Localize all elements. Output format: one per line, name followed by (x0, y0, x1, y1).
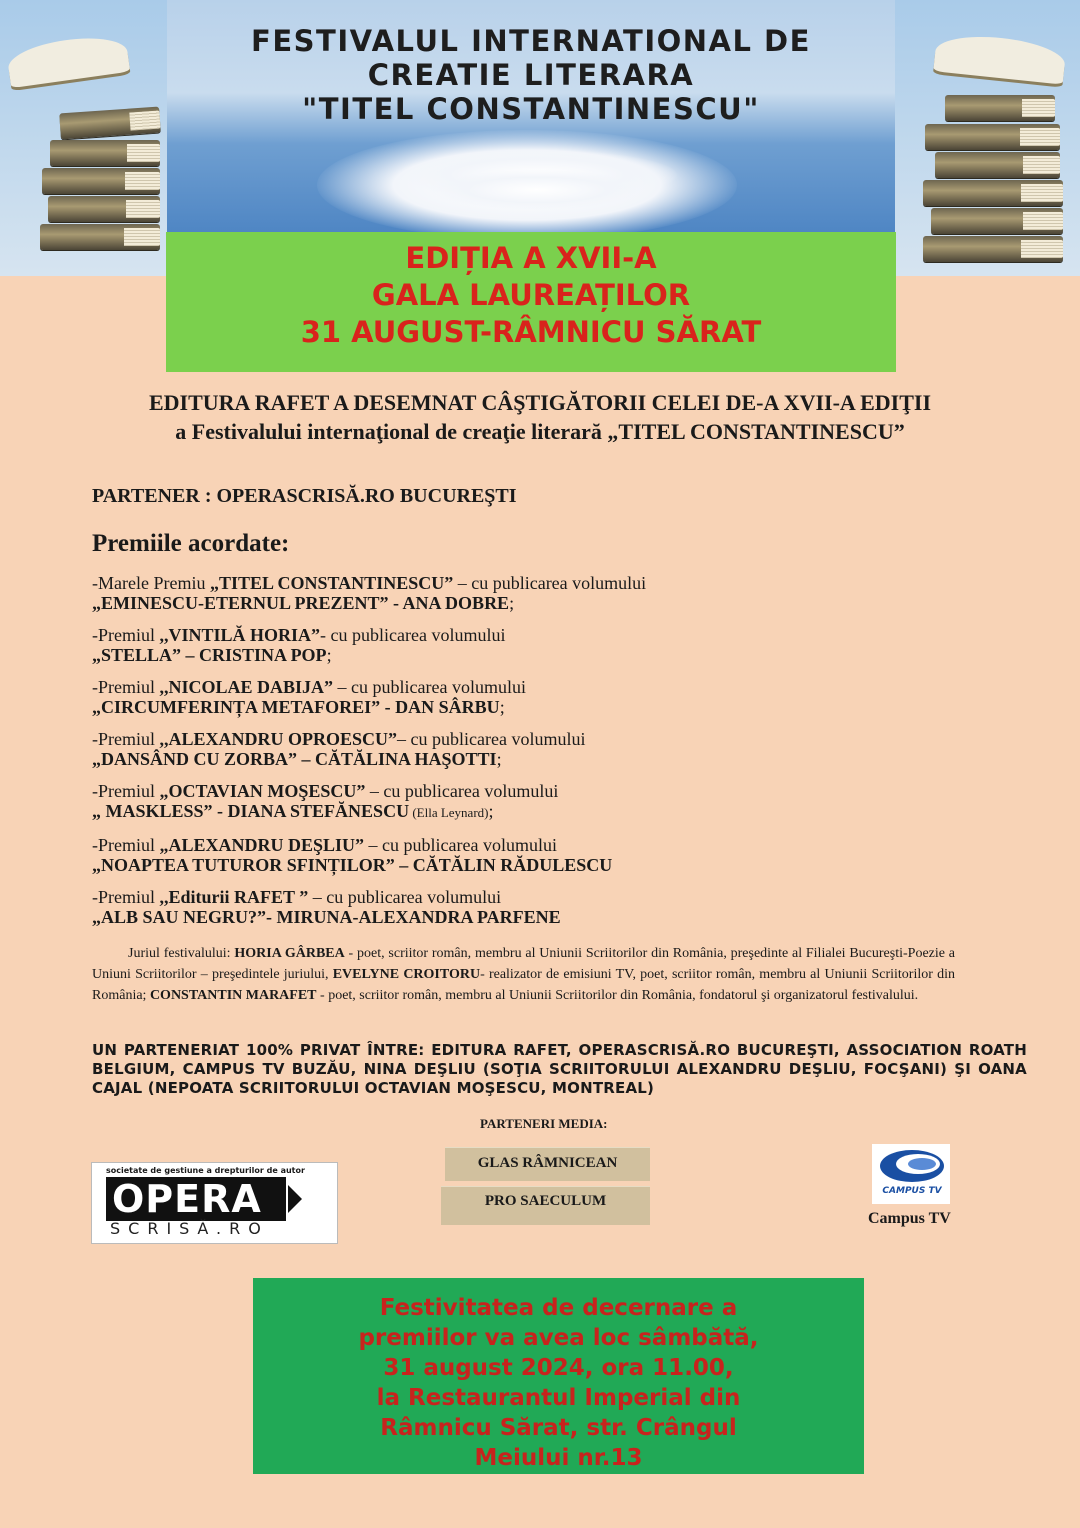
jury-member-name: HORIA GÂRBEA (234, 946, 345, 961)
intro-text (60, 388, 1020, 446)
prize-item: -Premiul ,,Editurii RAFET ” – cu publicarea volumului „ALB SAU NEGRU?”- MIRUNA-ALEXANDRA PARFENE (92, 887, 561, 927)
jury-member-name: EVELYNE CROITORU (332, 967, 481, 982)
ceremony-line: premiilor va avea loc sâmbătă, (358, 1325, 759, 1351)
jury-member-name: CONSTANTIN MARAFET (149, 988, 317, 1003)
prize-item: -Premiul ,,NICOLAE DABIJA” – cu publicarea volumului „CIRCUMFERINȚA METAFOREI” - DAN SÂRBU; (92, 677, 526, 717)
operascrisa-logo: societate de gestiune a drepturilor de autor OPERA SCRISĂ.RO (91, 1162, 338, 1244)
books-illustration-left (0, 0, 168, 276)
edition-line: 31 AUGUST-RÂMNICU SĂRAT (300, 315, 762, 349)
festival-title (167, 24, 895, 126)
jury-paragraph: Juriul festivalului: HORIA GÂRBEA - poet, scriitor român, membru al Uniunii Scriitorilor din România, preşedinte al Filialei Bucureşti-Poezie a Uniuni Scriitorilor – preşedintele juriului, EVELYNE CROITORU- realizator de emisiuni TV, poet, scriitor român, membru al Uniunii Scriitorilor din România; CONSTANTIN MARAFET - poet, scriitor român, membru al Uniunii Scriitorilor din România, fondatorul şi organizatorul festivalului. (92, 946, 955, 1003)
ceremony-line: 31 august 2024, ora 11.00, (383, 1355, 734, 1381)
prize-item: -Premiul „OCTAVIAN MOŞESCU” – cu publicarea volumului „ MASKLESS” - DIANA STEFĂNESCU (Ella Leynard); (92, 781, 559, 821)
festival-banner (167, 0, 895, 232)
festival-title-line: CREATIE LITERARA (367, 58, 695, 92)
intro-line: a Festivalului internaţional de creaţie literară „TITEL CONSTANTINESCU” (175, 419, 905, 444)
festival-title-line: "TITEL CONSTANTINESCU" (302, 92, 760, 126)
edition-line: GALA LAUREAȚILOR (371, 278, 691, 312)
intro-line: EDITURA RAFET A DESEMNAT CÂŞTIGĂTORII CELEI DE-A XVII-A EDIŢII (148, 390, 932, 415)
ceremony-line: Râmnicu Sărat, str. Crângul (380, 1415, 737, 1441)
media-partner-glas-ramnicean (445, 1147, 650, 1181)
media-partner-label: GLAS RÂMNICEAN (477, 1155, 618, 1171)
ceremony-line: Meiului nr.13 (474, 1445, 643, 1471)
prize-item: -Marele Premiu „TITEL CONSTANTINESCU” – cu publicarea volumului „EMINESCU-ETERNUL PREZENT” - ANA DOBRE; (92, 573, 647, 613)
partnership-paragraph: UN PARTENERIAT 100% PRIVAT ÎNTRE: EDITURA RAFET, OPERASCRISĂ.RO BUCUREŞTI, ASSOCIATION ROATH BELGIUM, CAMPUS TV BUZĂU, NINA DEŞLIU (SOŢIA SCRIITORULUI ALEXANDRU DEŞLIU, FOCŞANI) ŞI OANA CAJAL (NEPOATA SCRIITORULUI OCTAVIAN MOŞESCU, MONTREAL) (92, 1041, 1027, 1097)
prize-item: -Premiul ,,VINTILĂ HORIA”- cu publicarea volumului „STELLA” – CRISTINA POP; (92, 625, 506, 665)
prize-item: -Premiul ,,ALEXANDRU OPROESCU”– cu publicarea volumului „DANSÂND CU ZORBA” – CĂTĂLINA HAŞOTTI; (92, 729, 586, 769)
ceremony-line: Festivitatea de decernare a (379, 1295, 738, 1321)
media-partner-label: PRO SAECULUM (484, 1193, 607, 1209)
edition-banner (166, 232, 896, 372)
ceremony-announcement (253, 1278, 864, 1474)
prize-item: -Premiul „ALEXANDRU DEŞLIU” – cu publicarea volumului „NOAPTEA TUTUROR SFINȚILOR” – CĂTĂLIN RĂDULESCU (92, 835, 613, 875)
ceremony-line: la Restaurantul Imperial din (376, 1385, 741, 1411)
prizes-list (92, 573, 992, 939)
campus-tv-logo: CAMPUS TV (872, 1144, 950, 1204)
prizes-heading: Premiile acordate: (92, 530, 290, 557)
campus-tv-label: Campus TV (868, 1210, 951, 1227)
media-partners-title: PARTENERI MEDIA: (480, 1116, 608, 1131)
partner-line: PARTENER : OPERASCRISĂ.RO BUCUREŞTI (92, 485, 517, 507)
media-partner-pro-saeculum (441, 1186, 650, 1225)
festival-title-line: FESTIVALUL INTERNATIONAL DE (251, 24, 811, 58)
books-illustration-right (895, 0, 1080, 276)
edition-line: EDIȚIA A XVII-A (405, 241, 657, 275)
